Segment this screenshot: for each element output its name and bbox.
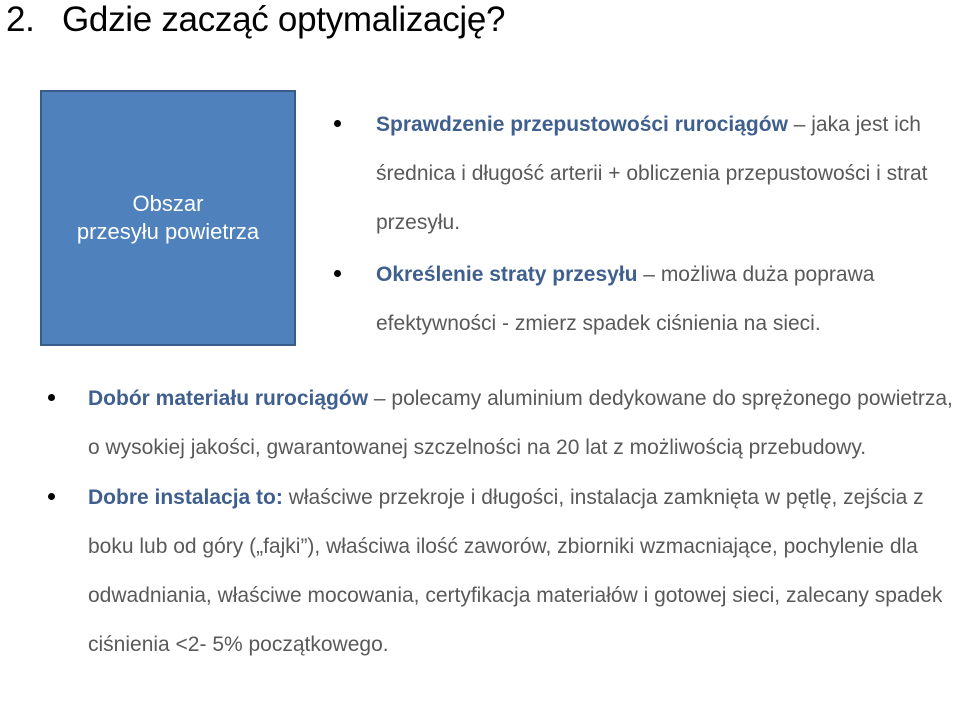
bullet-item-good-installation xyxy=(88,473,956,669)
bullet-dot-icon xyxy=(48,394,55,401)
bullet-list-top xyxy=(376,100,946,348)
bullet-text: właściwe przekroje i długości, instalacja zamknięta w pętlę, zejścia z boku lub od góry („fajki”), właściwa ilość zaworów, zbiorniki wzmacniające, pochylenie dla odwadniania, właściwe mocowania, certyfikacja materiałów i gotowej sieci, zalecany spadek ciśnienia <2- 5% początkowego. xyxy=(88,486,943,656)
bullet-bold-text: Sprawdzenie przepustowości rurociągów xyxy=(376,113,788,136)
bullet-text: – polecamy aluminium dedykowane do sprężonego powietrza, o wysokiej jakości, gwarantowanej szczelności na 20 lat z możliwością przebudowy. xyxy=(88,387,953,459)
bullet-item-transmission-loss xyxy=(376,250,946,348)
area-label-line-2: przesyłu powietrza xyxy=(76,219,260,244)
bullet-bold-text: Określenie straty przesyłu xyxy=(376,263,638,286)
bullet-item-pipe-material xyxy=(88,374,956,472)
title-number: 2. xyxy=(6,0,35,39)
bullet-bold-text: Dobór materiału rurociągów xyxy=(88,387,369,410)
title-text: Gdzie zacząć optymalizację? xyxy=(62,0,506,39)
page-title xyxy=(6,0,505,42)
bullet-dot-icon xyxy=(334,120,341,127)
bullet-dot-icon xyxy=(334,270,341,277)
bullet-item-throughput xyxy=(376,100,946,247)
bullet-text: – jaka jest ich średnica i długość arterii + obliczenia przepustowości i strat przesyłu. xyxy=(376,113,928,234)
bullet-bold-text: Dobre instalacja to: xyxy=(88,486,283,509)
bullet-text: – możliwa duża poprawa efektywności - zmierz spadek ciśnienia na sieci. xyxy=(376,263,875,335)
bullet-list-bottom xyxy=(88,374,956,669)
area-label-box xyxy=(40,90,296,346)
area-label-line-1: Obszar xyxy=(132,191,204,216)
bullet-dot-icon xyxy=(48,493,55,500)
